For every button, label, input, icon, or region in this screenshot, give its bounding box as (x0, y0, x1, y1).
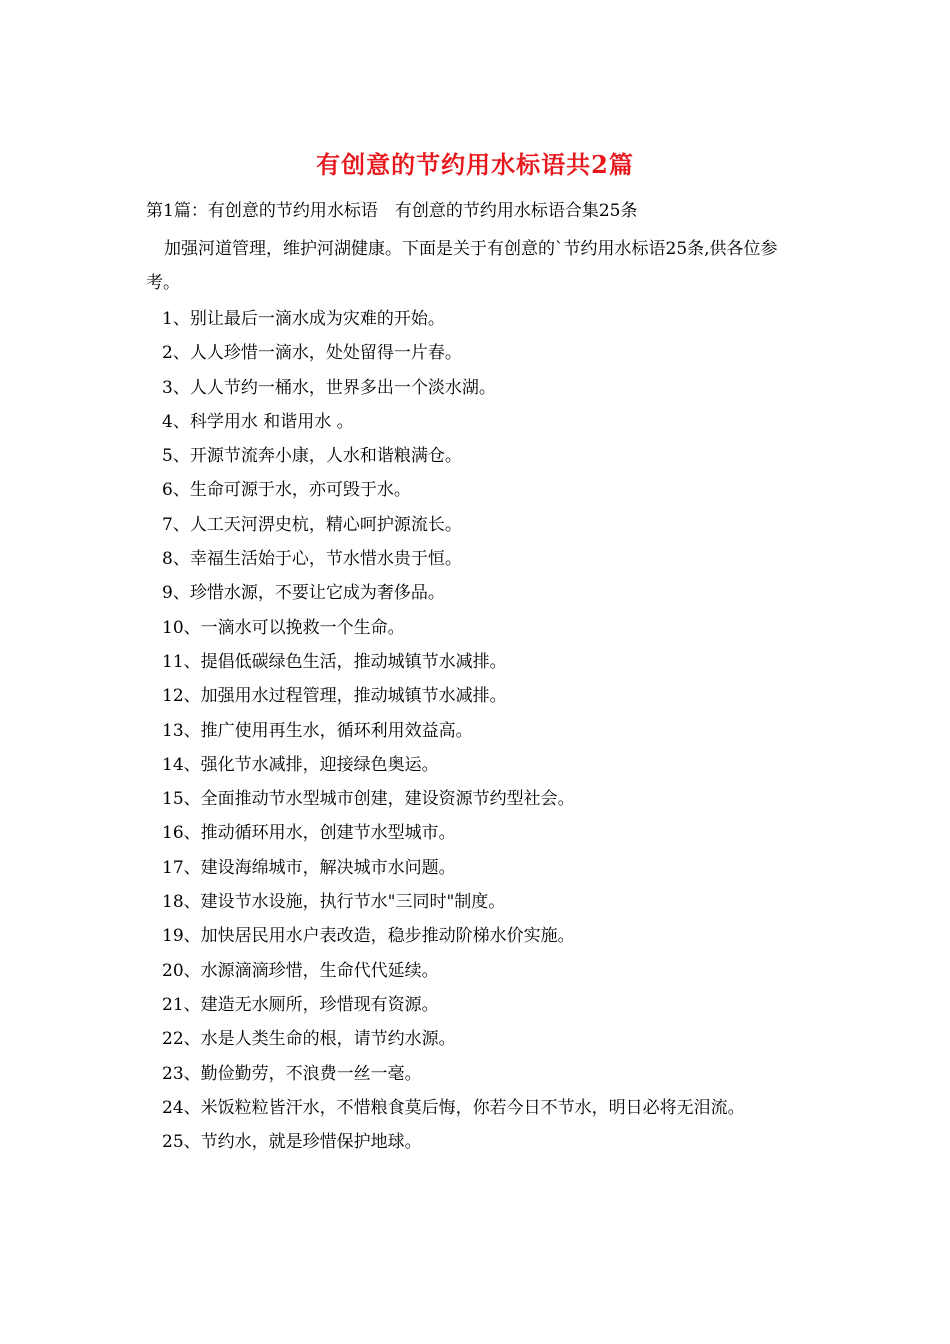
slogan-item: 20、水源滴滴珍惜，生命代代延续。 (162, 960, 439, 981)
slogan-item: 18、建设节水设施，执行节水"三同时"制度。 (162, 892, 506, 913)
slogan-item: 2、人人珍惜一滴水，处处留得一片春。 (162, 343, 462, 364)
slogan-list (162, 302, 745, 1159)
slogan-item: 23、勤俭勤劳，不浪费一丝一毫。 (162, 1063, 422, 1084)
slogan-item: 13、推广使用再生水，循环利用效益高。 (162, 720, 473, 741)
slogan-item: 16、推动循环用水，创建节水型城市。 (162, 823, 456, 844)
slogan-item: 19、加快居民用水户表改造，稳步推动阶梯水价实施。 (162, 926, 575, 947)
slogan-item: 12、加强用水过程管理，推动城镇节水减排。 (162, 686, 507, 707)
slogan-item: 1、别让最后一滴水成为灾难的开始。 (162, 309, 445, 329)
slogan-item: 21、建造无水厕所，珍惜现有资源。 (162, 994, 439, 1015)
slogan-item: 25、节约水，就是珍惜保护地球。 (162, 1132, 422, 1153)
slogan-item: 11、提倡低碳绿色生活，推动城镇节水减排。 (162, 651, 507, 672)
document-intro: 加强河道管理，维护河湖健康。下面是关于有创意的`节约用水标语25条,供各位参考。 (146, 239, 778, 293)
document-subtitle: 第1篇：有创意的节约用水标语 有创意的节约用水标语合集25条 (146, 201, 638, 221)
slogan-item: 3、人人节约一桶水，世界多出一个淡水湖。 (162, 377, 496, 398)
slogan-item: 10、一滴水可以挽救一个生命。 (162, 617, 405, 638)
slogan-item: 17、建设海绵城市，解决城市水问题。 (162, 857, 456, 878)
slogan-item: 7、人工天河淠史杭，精心呵护源流长。 (162, 514, 462, 535)
slogan-item: 4、科学用水 和谐用水 。 (162, 411, 354, 432)
slogan-item: 15、全面推动节水型城市创建，建设资源节约型社会。 (162, 789, 575, 810)
slogan-item: 6、生命可源于水，亦可毁于水。 (162, 480, 411, 501)
slogan-item: 22、水是人类生命的根，请节约水源。 (162, 1029, 456, 1050)
document-title: 有创意的节约用水标语共2篇 (316, 150, 634, 179)
slogan-item: 24、米饭粒粒皆汗水，不惜粮食莫后悔，你若今日不节水，明日必将无泪流。 (162, 1097, 745, 1118)
slogan-item: 5、开源节流奔小康，人水和谐粮满仓。 (162, 446, 462, 467)
slogan-item: 8、幸福生活始于心，节水惜水贵于恒。 (162, 549, 462, 570)
slogan-item: 14、强化节水减排，迎接绿色奥运。 (162, 754, 439, 775)
slogan-item: 9、珍惜水源，不要让它成为奢侈品。 (162, 583, 445, 604)
